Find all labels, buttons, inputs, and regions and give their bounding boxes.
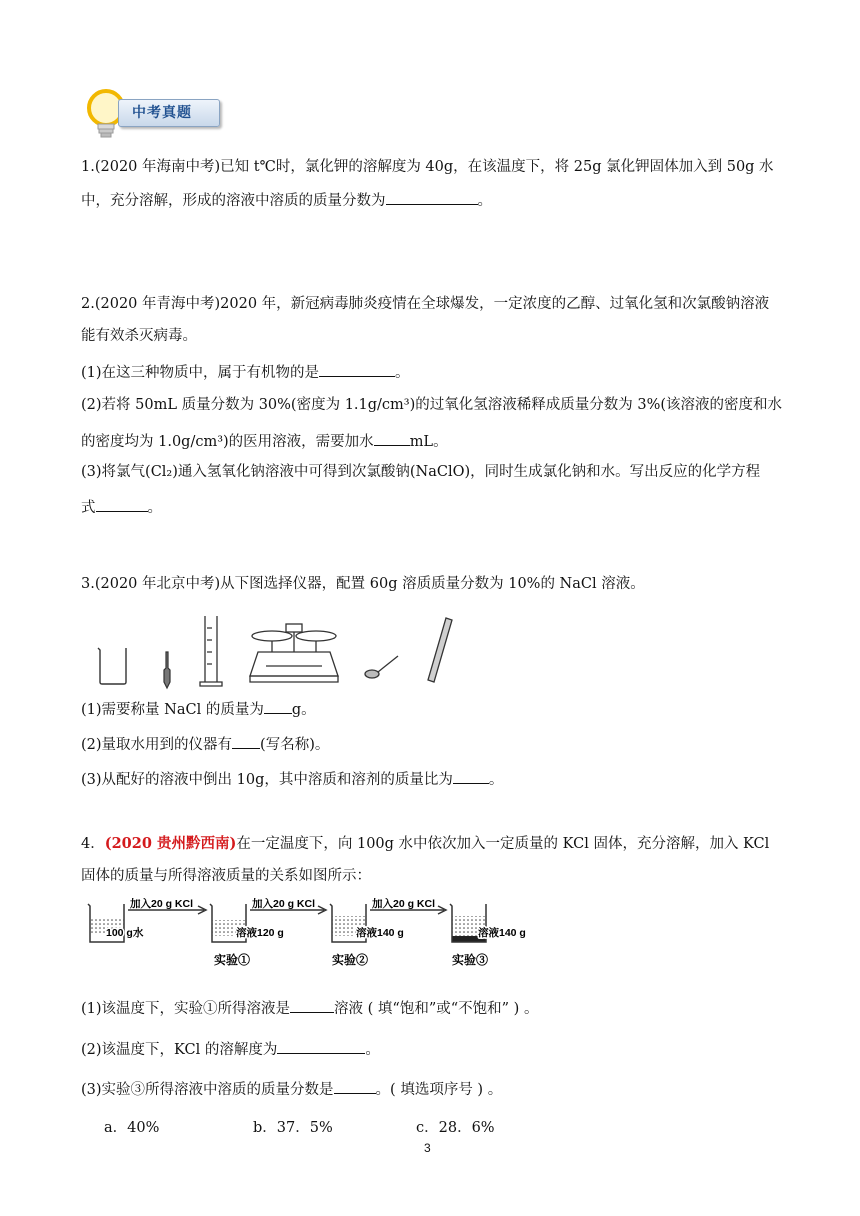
q2-part1-end: 。 [395, 365, 410, 381]
answer-blank [277, 1038, 365, 1054]
q4-part2-end: 。 [365, 1042, 380, 1058]
answer-blank [96, 496, 148, 512]
q4-part3-end: 。( 填选项序号 ) 。 [375, 1082, 503, 1098]
answer-blank [264, 698, 292, 714]
q2-part2-end: mL。 [409, 434, 448, 450]
q1-line2 [81, 189, 492, 211]
add-kcl-label: 加入20 g KCl [252, 898, 316, 910]
experiment-label: 实验① [214, 953, 251, 967]
kcl-experiment-figure [86, 898, 556, 978]
q3-part2-end: (写名称)。 [260, 737, 330, 753]
q2-part2-line1: (2)若将 50mL 质量分数为 30%(密度为 1.1g/cm³)的过氧化氢溶液稀释成质量分数为 3%(该溶液的密度和水 [81, 397, 783, 413]
q3-part1 [81, 698, 316, 720]
q1-line2-end: 。 [477, 193, 492, 209]
answer-blank [386, 189, 478, 205]
q4-part3-text: (3)实验③所得溶液中溶质的质量分数是 [81, 1082, 334, 1098]
q4-part2 [81, 1038, 380, 1060]
q2-part3-text: 式 [81, 500, 96, 516]
q4-number: 4． [81, 836, 105, 852]
answer-blank [319, 361, 395, 377]
q2-part1-text: (1)在这三种物质中，属于有机物的是 [81, 365, 320, 381]
q2-line1: 2.(2020 年青海中考)2020 年，新冠病毒肺炎疫情在全球爆发，一定浓度的乙醇、过氧化氢和次氯酸钠溶液 [81, 296, 770, 312]
q4-part1-end: 溶液 ( 填“饱和”或“不饱和” ) 。 [334, 1001, 539, 1017]
experiment-label: 实验② [332, 953, 369, 967]
q3-part2-text: (2)量取水用到的仪器有 [81, 737, 233, 753]
option-b: b．37．5% [253, 1120, 333, 1136]
q4-part3 [81, 1078, 502, 1100]
add-kcl-label: 加入20 g KCl [130, 898, 194, 910]
q3-part3-end: 。 [488, 772, 504, 788]
option-a: a．40% [104, 1120, 160, 1136]
section-badge [84, 88, 224, 140]
glass-rod-icon [428, 618, 452, 682]
balance-scale-icon [250, 624, 338, 682]
q3-line1: 3.(2020 年北京中考)从下图选择仪器，配置 60g 溶质质量分数为 10%的 NaCl 溶液。 [81, 576, 645, 592]
q1-line1: 1.(2020 年海南中考)已知 t℃时，氯化钾的溶解度为 40g，在该温度下，将 25g 氯化钾固体加入到 50g 水 [81, 159, 774, 175]
q4-part1-text: (1)该温度下，实验①所得溶液是 [81, 1001, 291, 1017]
answer-blank [290, 997, 334, 1013]
q4-source: (2020 贵州黔西南) [104, 835, 237, 852]
q1-line2-text: 中，充分溶解，形成的溶液中溶质的质量分数为 [81, 193, 386, 209]
q2-part3-end: 。 [147, 500, 162, 516]
lab-instruments-figure [90, 612, 470, 692]
q3-part3 [81, 768, 503, 790]
answer-blank [232, 733, 260, 749]
q4-part2-text: (2)该温度下，KCl 的溶解度为 [81, 1042, 278, 1058]
solution-label: 溶液120 g [236, 927, 284, 939]
q4-line1 [81, 834, 769, 854]
q2-line2: 能有效杀灭病毒。 [81, 328, 197, 344]
q3-part3-text: (3)从配好的溶液中倒出 10g，其中溶质和溶剂的质量比为 [81, 772, 453, 788]
q4-part1 [81, 997, 538, 1019]
q2-part1 [81, 361, 410, 383]
graduated-cylinder-icon [200, 616, 222, 686]
badge-label: 中考真题 [132, 105, 192, 121]
q3-part1-end: g。 [291, 702, 316, 718]
q4-line1-rest: 在一定温度下，向 100g 水中依次加入一定质量的 KCl 固体，充分溶解，加入 KCl [236, 836, 770, 852]
spoon-icon [365, 656, 398, 678]
dropper-icon [164, 652, 170, 688]
answer-blank [334, 1078, 376, 1094]
beaker-icon [98, 648, 126, 684]
q2-part2-text: 的密度均为 1.0g/cm³)的医用溶液，需要加水 [81, 434, 374, 450]
q4-line2: 固体的质量与所得溶液质量的关系如图所示： [81, 868, 371, 884]
answer-blank [453, 768, 489, 784]
water-label: 100 g水 [106, 927, 144, 939]
q3-part2 [81, 733, 329, 755]
option-c: c．28．6% [416, 1120, 495, 1136]
experiment-label: 实验③ [452, 953, 489, 967]
answer-blank [374, 430, 410, 446]
q2-part2-line2 [81, 430, 448, 452]
page-number: 3 [424, 1141, 431, 1155]
solution-label: 溶液140 g [356, 927, 404, 939]
solution-label: 溶液140 g [478, 927, 526, 939]
q2-part3-line1: (3)将氯气(Cl₂)通入氢氧化钠溶液中可得到次氯酸钠(NaClO)，同时生成氯化钠和水。写出反应的化学方程 [81, 464, 761, 480]
q3-part1-text: (1)需要称量 NaCl 的质量为 [81, 702, 264, 718]
q2-part3-line2 [81, 496, 162, 518]
add-kcl-label: 加入20 g KCl [372, 898, 436, 910]
